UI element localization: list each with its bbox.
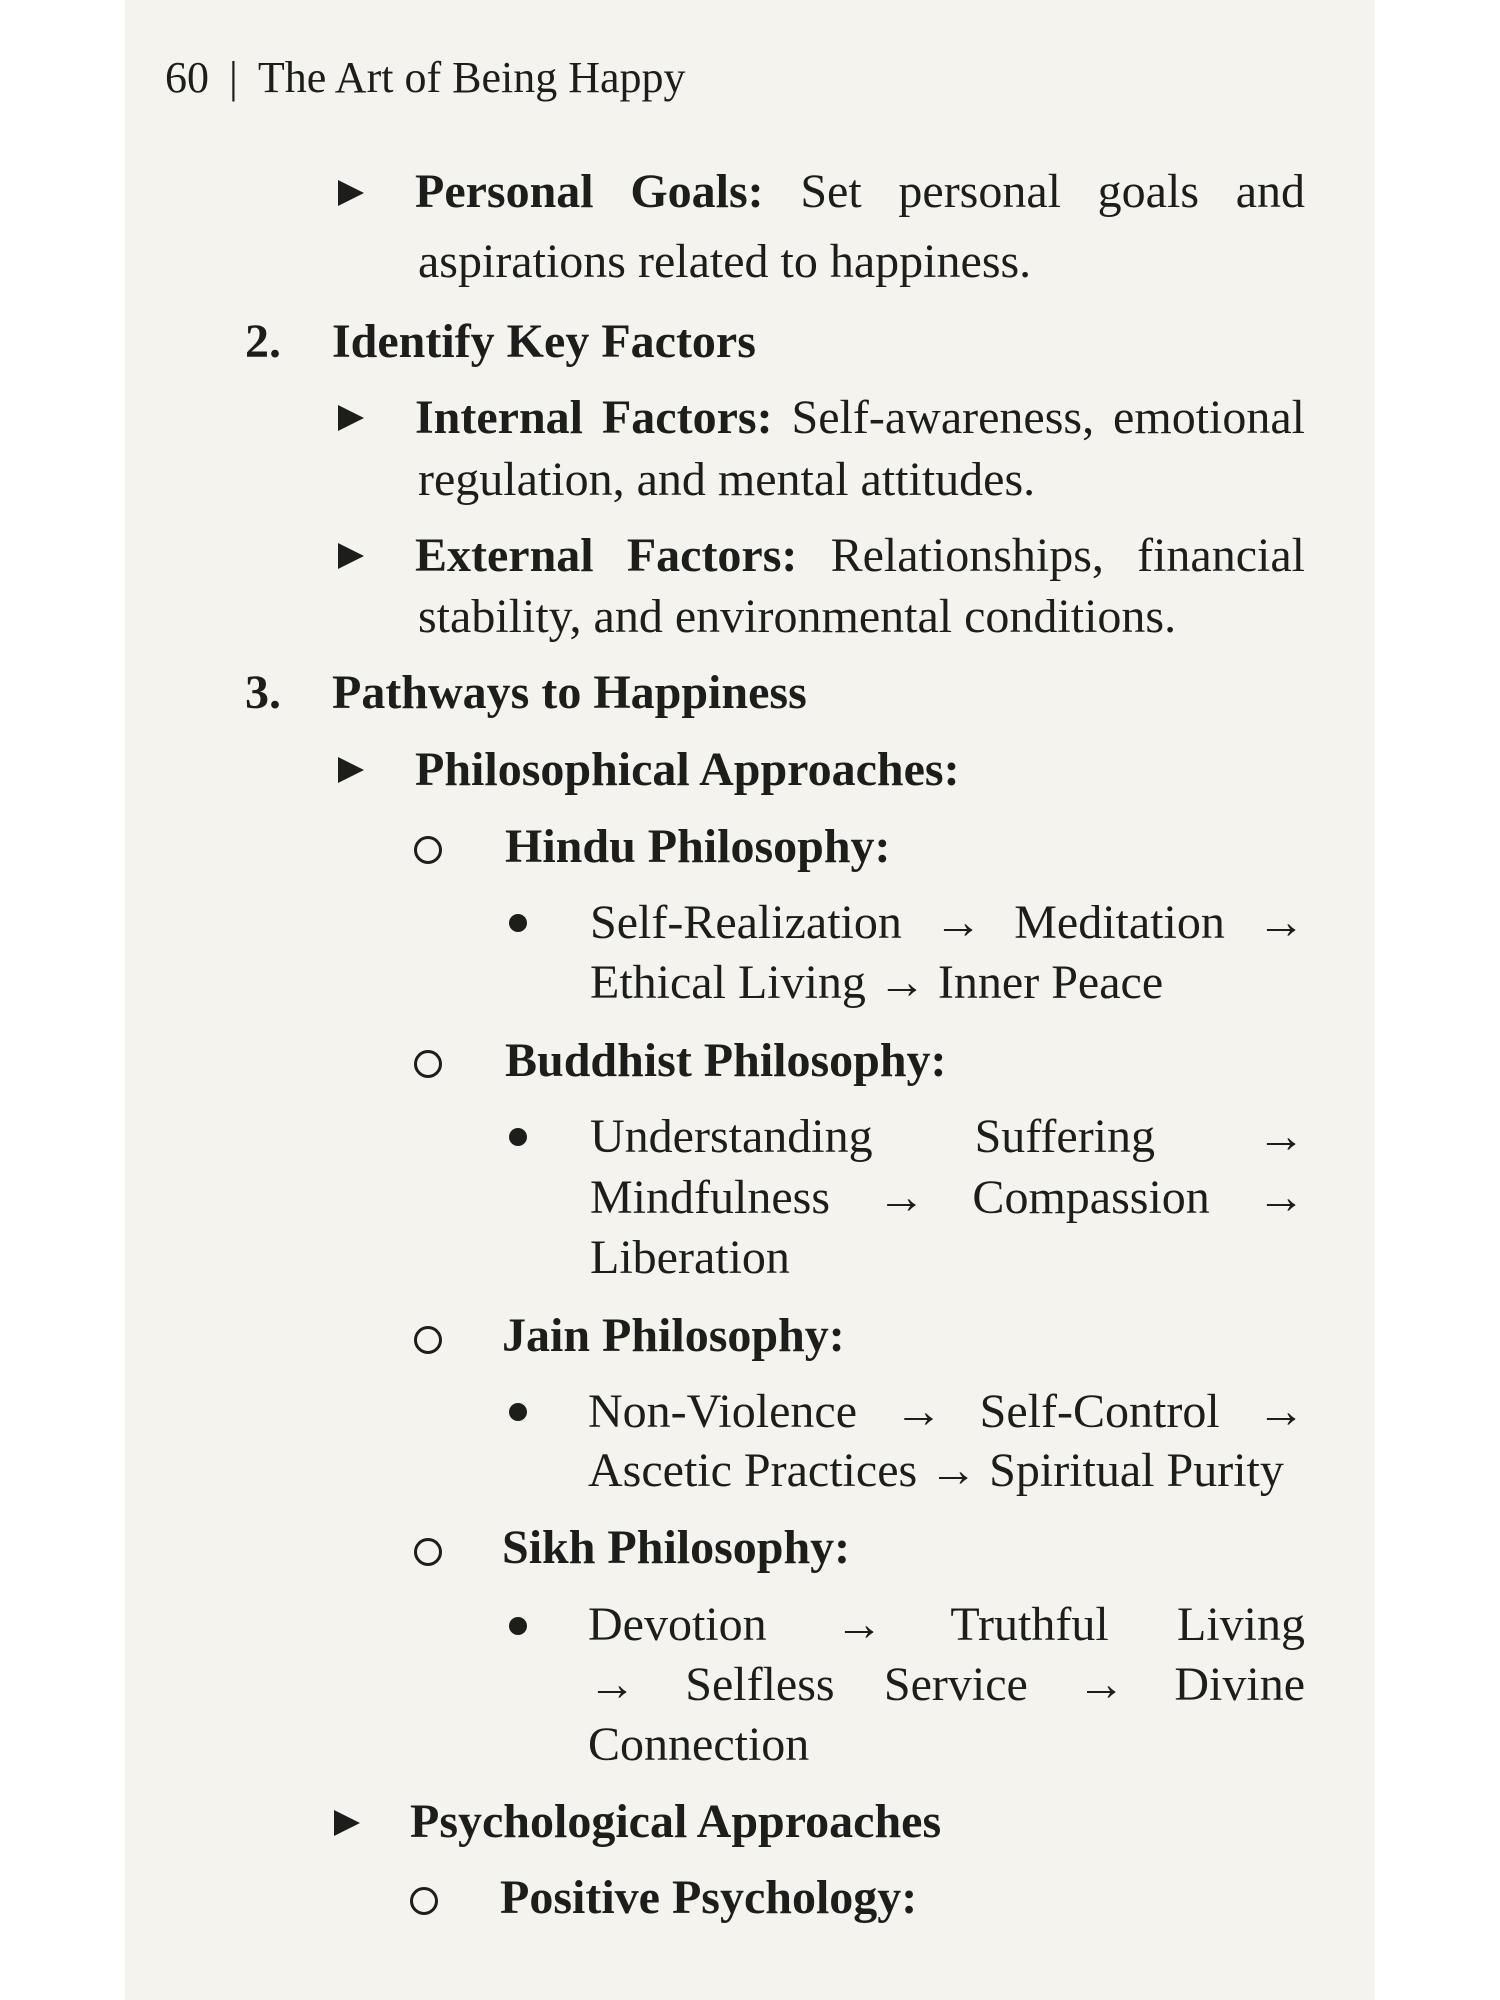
hindu-philosophy-title: Hindu Philosophy: bbox=[505, 820, 891, 873]
personal-goals-term: Personal Goals: bbox=[415, 165, 764, 218]
sikh-line1: Devotion → Truthful Living bbox=[588, 1598, 1305, 1651]
jain-line2: Ascetic Practices → Spiritual Purity bbox=[588, 1444, 1284, 1497]
external-factors-desc: Relationships, financial bbox=[830, 529, 1306, 582]
personal-goals-line1 bbox=[415, 162, 1305, 222]
page-header bbox=[165, 50, 686, 106]
buddhist-line3: Liberation bbox=[590, 1231, 790, 1284]
book-title: The Art of Being Happy bbox=[257, 53, 686, 102]
section-2-title: Identify Key Factors bbox=[332, 315, 756, 368]
personal-goals-line2: aspirations related to happiness. bbox=[418, 235, 1032, 288]
buddhist-philosophy-title: Buddhist Philosophy: bbox=[505, 1034, 947, 1087]
dot-bullet-icon bbox=[509, 1403, 527, 1421]
internal-factors-desc: Self-awareness, emotional bbox=[791, 391, 1306, 444]
personal-goals-desc: Set personal goals and bbox=[800, 165, 1305, 218]
dot-bullet-icon bbox=[509, 1617, 527, 1635]
internal-factors-term: Internal Factors: bbox=[415, 391, 773, 444]
internal-factors-line1 bbox=[415, 388, 1305, 448]
buddhist-line2: Mindfulness → Compassion → bbox=[590, 1171, 1305, 1224]
external-factors-line1 bbox=[415, 526, 1305, 586]
dot-bullet-icon bbox=[509, 914, 527, 932]
page-number: 60 bbox=[165, 53, 209, 102]
triangle-bullet-icon bbox=[338, 543, 364, 569]
hindu-line2: Ethical Living → Inner Peace bbox=[590, 956, 1164, 1009]
circle-bullet-icon bbox=[414, 1050, 442, 1078]
hindu-line1: Self-Realization → Meditation → bbox=[590, 896, 1305, 949]
psychological-approaches-title: Psychological Approaches bbox=[410, 1795, 942, 1848]
sikh-philosophy-title: Sikh Philosophy: bbox=[502, 1521, 851, 1574]
buddhist-line1: Understanding Suffering → bbox=[590, 1110, 1305, 1163]
triangle-bullet-icon bbox=[338, 405, 364, 431]
philosophical-approaches-title: Philosophical Approaches: bbox=[415, 743, 960, 796]
internal-factors-line2: regulation, and mental attitudes. bbox=[418, 453, 1036, 506]
sikh-line3: Connection bbox=[588, 1718, 810, 1771]
sikh-line2: → Selfless Service → Divine bbox=[588, 1658, 1305, 1711]
circle-bullet-icon bbox=[414, 836, 442, 864]
external-factors-line2: stability, and environmental conditions. bbox=[418, 590, 1177, 643]
circle-bullet-icon bbox=[410, 1887, 438, 1915]
jain-philosophy-title: Jain Philosophy: bbox=[502, 1309, 845, 1362]
positive-psychology-title: Positive Psychology: bbox=[500, 1871, 918, 1924]
circle-bullet-icon bbox=[414, 1326, 442, 1354]
triangle-bullet-icon bbox=[338, 180, 364, 206]
dot-bullet-icon bbox=[509, 1128, 527, 1146]
section-3-title: Pathways to Happiness bbox=[332, 666, 807, 719]
triangle-bullet-icon bbox=[334, 1810, 360, 1836]
triangle-bullet-icon bbox=[338, 757, 364, 783]
section-2-number: 2. bbox=[245, 315, 281, 368]
external-factors-term: External Factors: bbox=[415, 529, 798, 582]
header-separator: | bbox=[229, 53, 238, 102]
circle-bullet-icon bbox=[414, 1538, 442, 1566]
section-3-number: 3. bbox=[245, 666, 281, 719]
jain-line1: Non-Violence → Self-Control → bbox=[588, 1385, 1305, 1438]
